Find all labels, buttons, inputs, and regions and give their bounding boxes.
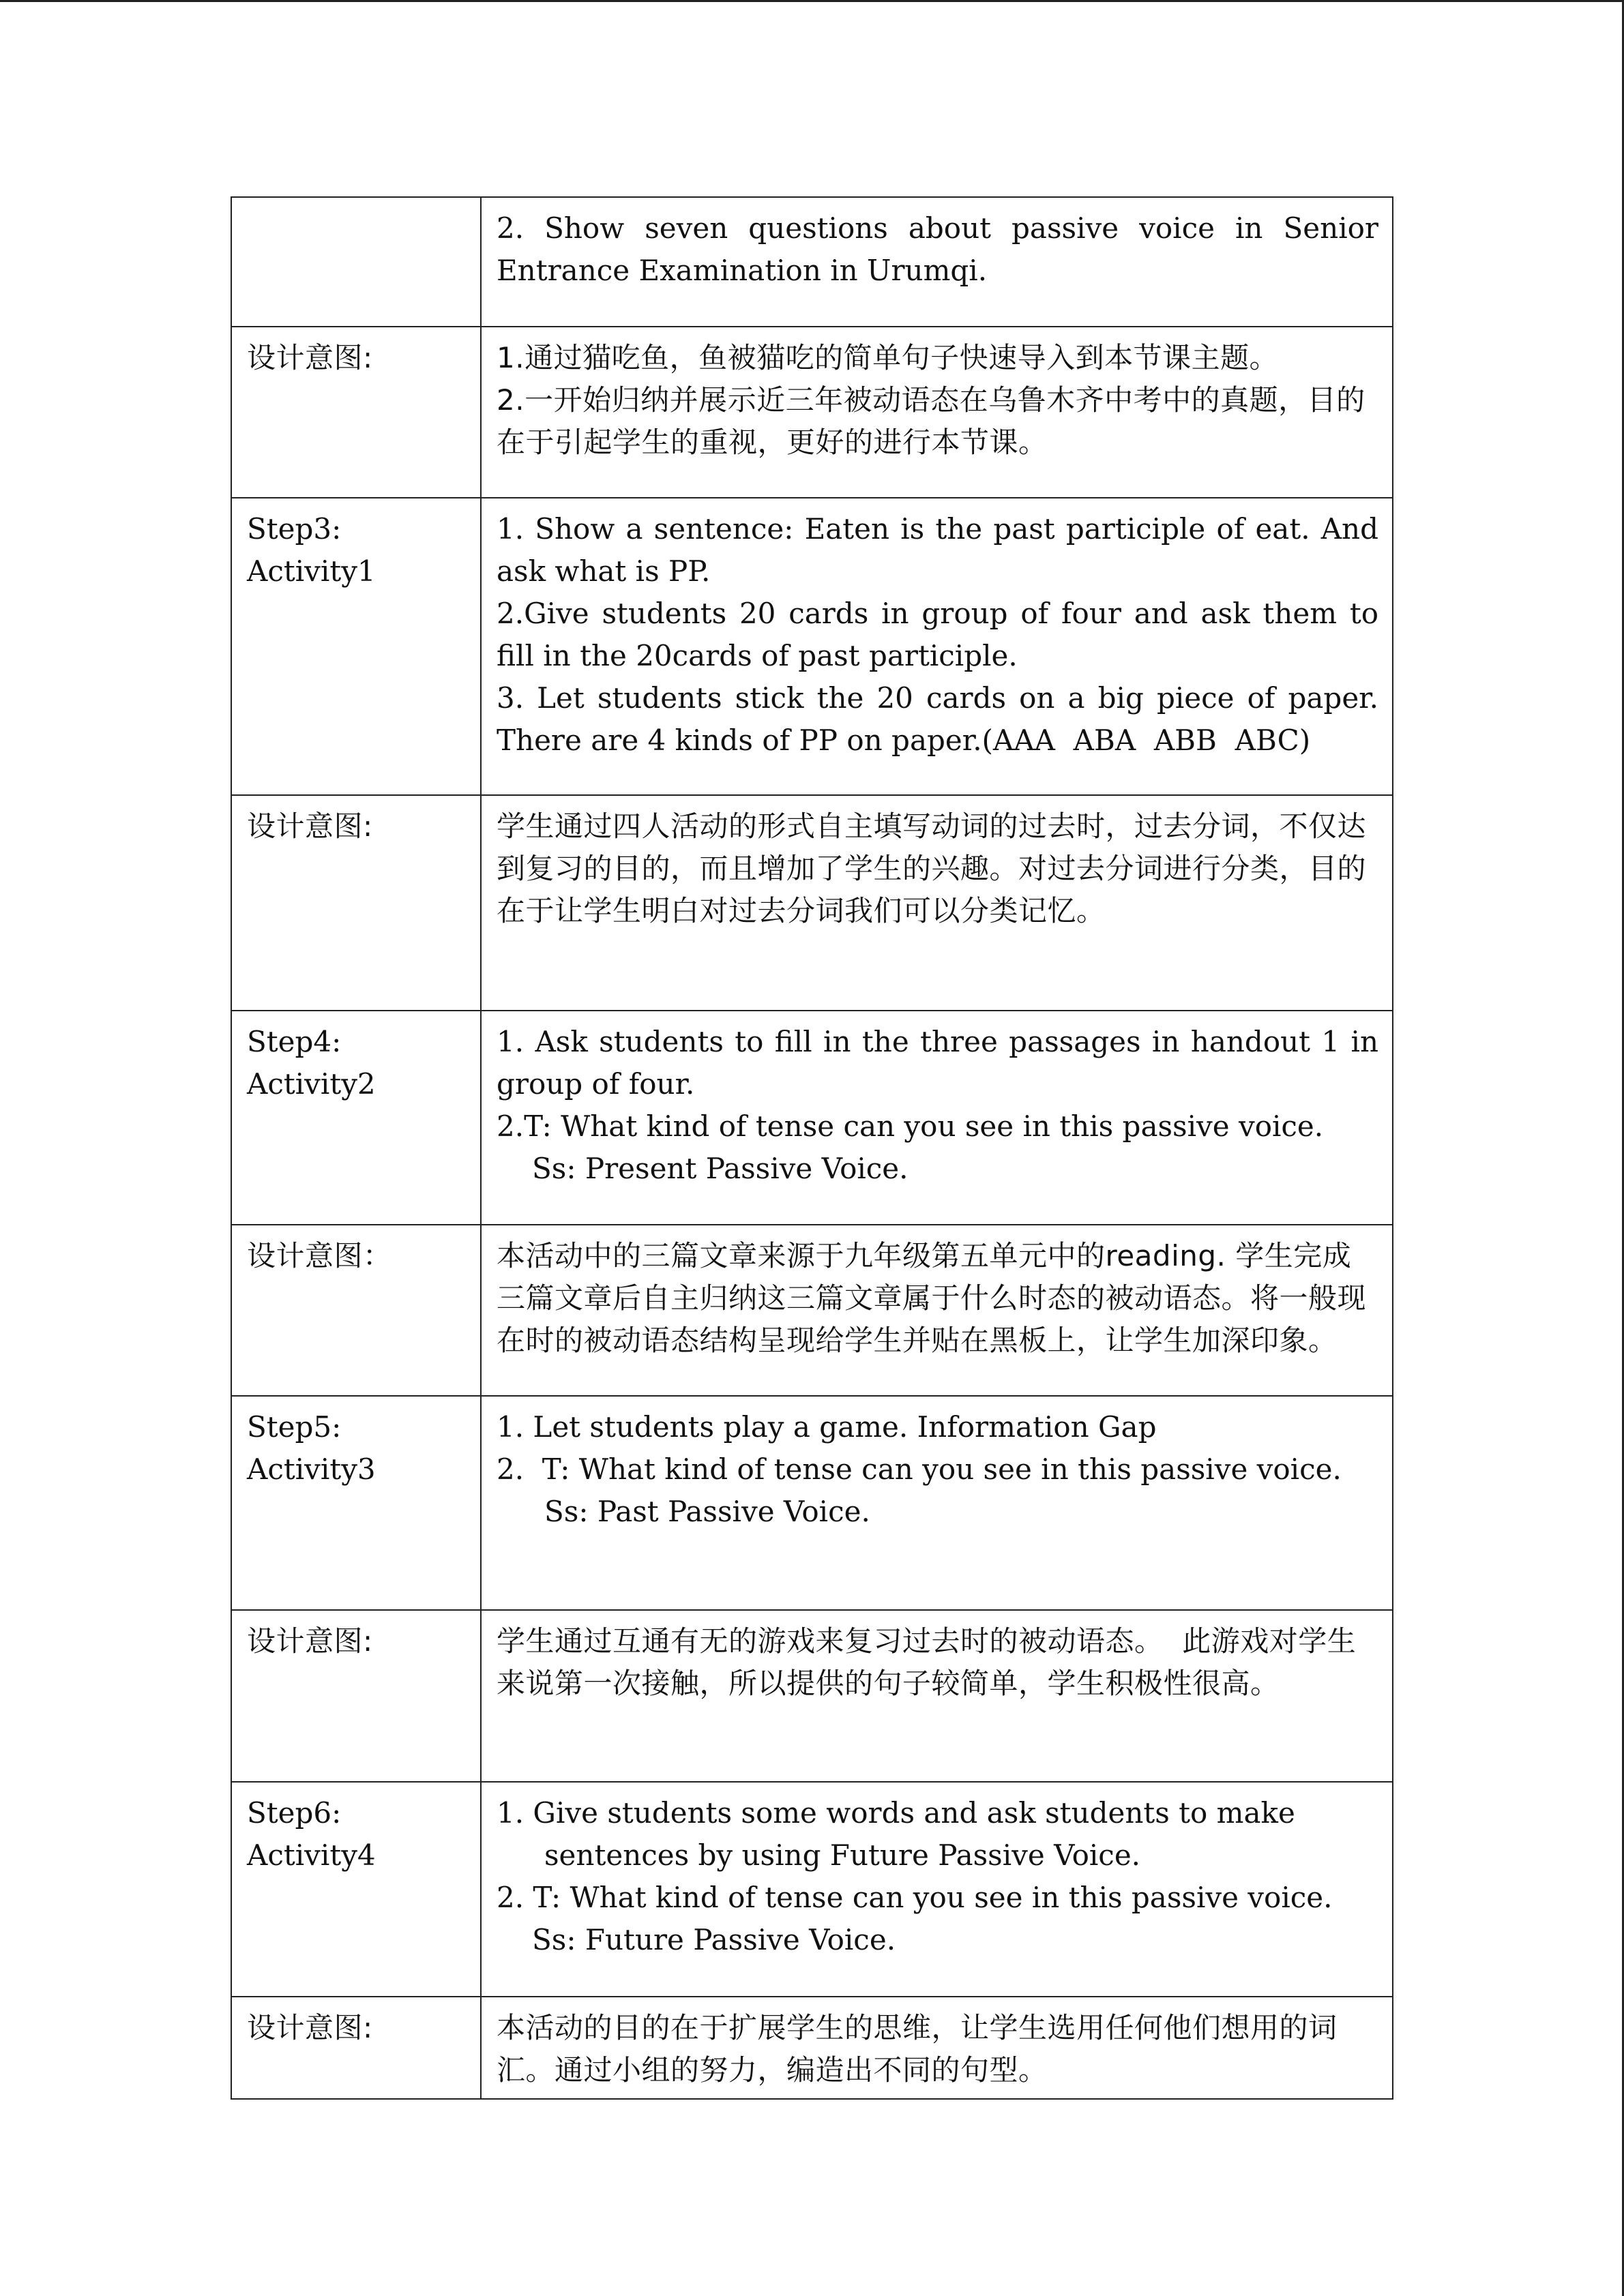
content-line: 本活动中的三篇文章来源于九年级第五单元中的reading. 学生完成三篇文章后自主归纳这三篇文章属于什么时态的被动语态。将一般现在时的被动语态结构呈现给学生并贴在黑板上，让学生加深印象。 <box>497 1239 1367 1357</box>
table-row <box>231 1225 1393 1396</box>
row-label: 设计意图: <box>231 1997 481 2099</box>
content-line: 3. Let students stick the 20 cards on a big piece of paper. There are 4 kinds of PP on paper.(AAA ABA ABB ABC) <box>497 681 1388 757</box>
content-line: 1. Ask students to fill in the three passages in handout 1 in group of four. <box>497 1025 1388 1101</box>
row-content <box>481 197 1393 327</box>
content-line: 1. Show a sentence: Eaten is the past participle of eat. And ask what is PP. <box>497 512 1388 588</box>
content-line: 1. Give students some words and ask students to make <box>497 1796 1295 1830</box>
row-label: 设计意图： <box>231 1225 481 1396</box>
row-content <box>481 1782 1393 1997</box>
content-line: 2.T: What kind of tense can you see in this passive voice. <box>497 1109 1324 1143</box>
content-line: Ss: Future Passive Voice. <box>532 1923 896 1956</box>
table-row <box>231 1396 1393 1610</box>
table-row <box>231 795 1393 1011</box>
row-label: Step6: Activity4 <box>231 1782 481 1997</box>
content-line: 2. T: What kind of tense can you see in this passive voice. <box>497 1881 1333 1914</box>
row-content <box>481 1011 1393 1225</box>
row-label: Step3: Activity1 <box>231 498 481 795</box>
row-content <box>481 327 1393 498</box>
row-content <box>481 1396 1393 1610</box>
content-line: Ss: Present Passive Voice. <box>532 1152 909 1185</box>
page-top-edge <box>0 0 1624 2</box>
row-content <box>481 1997 1393 2099</box>
content-line: 2.Give students 20 cards in group of four and ask them to fill in the 20cards of past participle. <box>497 597 1388 672</box>
content-line: 2.一开始归纳并展示近三年被动语态在乌鲁木齐中考中的真题，目的在于引起学生的重视，更好的进行本节课。 <box>497 383 1365 459</box>
row-label: Step5: Activity3 <box>231 1396 481 1610</box>
row-content <box>481 1610 1393 1782</box>
lesson-plan-table <box>231 196 1393 2100</box>
table-row <box>231 1782 1393 1997</box>
table-row <box>231 1011 1393 1225</box>
row-content <box>481 498 1393 795</box>
content-line: 1.通过猫吃鱼，鱼被猫吃的简单句子快速导入到本节课主题。 <box>497 341 1279 374</box>
row-content <box>481 1225 1393 1396</box>
row-label: Step4: Activity2 <box>231 1011 481 1225</box>
row-label: 设计意图: <box>231 327 481 498</box>
row-label <box>231 197 481 327</box>
table-row <box>231 197 1393 327</box>
content-line: 2. T: What kind of tense can you see in this passive voice. <box>497 1452 1342 1486</box>
table-row <box>231 1997 1393 2099</box>
table-row <box>231 498 1393 795</box>
content-line: 1. Let students play a game. Information Gap <box>497 1410 1157 1444</box>
content-line: 学生通过互通有无的游戏来复习过去时的被动语态。 此游戏对学生来说第一次接触，所以提供的句子较简单，学生积极性很高。 <box>497 1624 1357 1700</box>
content-line: 本活动的目的在于扩展学生的思维，让学生选用任何他们想用的词汇。通过小组的努力，编造出不同的句型。 <box>497 2011 1338 2087</box>
row-content <box>481 795 1393 1011</box>
row-label: 设计意图: <box>231 1610 481 1782</box>
content-line: 2. Show seven questions about passive voice in Senior Entrance Examination in Urumqi. <box>497 211 1388 287</box>
content-line: 学生通过四人活动的形式自主填写动词的过去时，过去分词，不仅达到复习的目的，而且增加了学生的兴趣。对过去分词进行分类，目的在于让学生明白对过去分词我们可以分类记忆。 <box>497 809 1367 927</box>
content-line: Ss: Past Passive Voice. <box>544 1495 870 1528</box>
content-line: sentences by using Future Passive Voice. <box>544 1838 1141 1872</box>
table-row <box>231 1610 1393 1782</box>
row-label: 设计意图: <box>231 795 481 1011</box>
table-row <box>231 327 1393 498</box>
